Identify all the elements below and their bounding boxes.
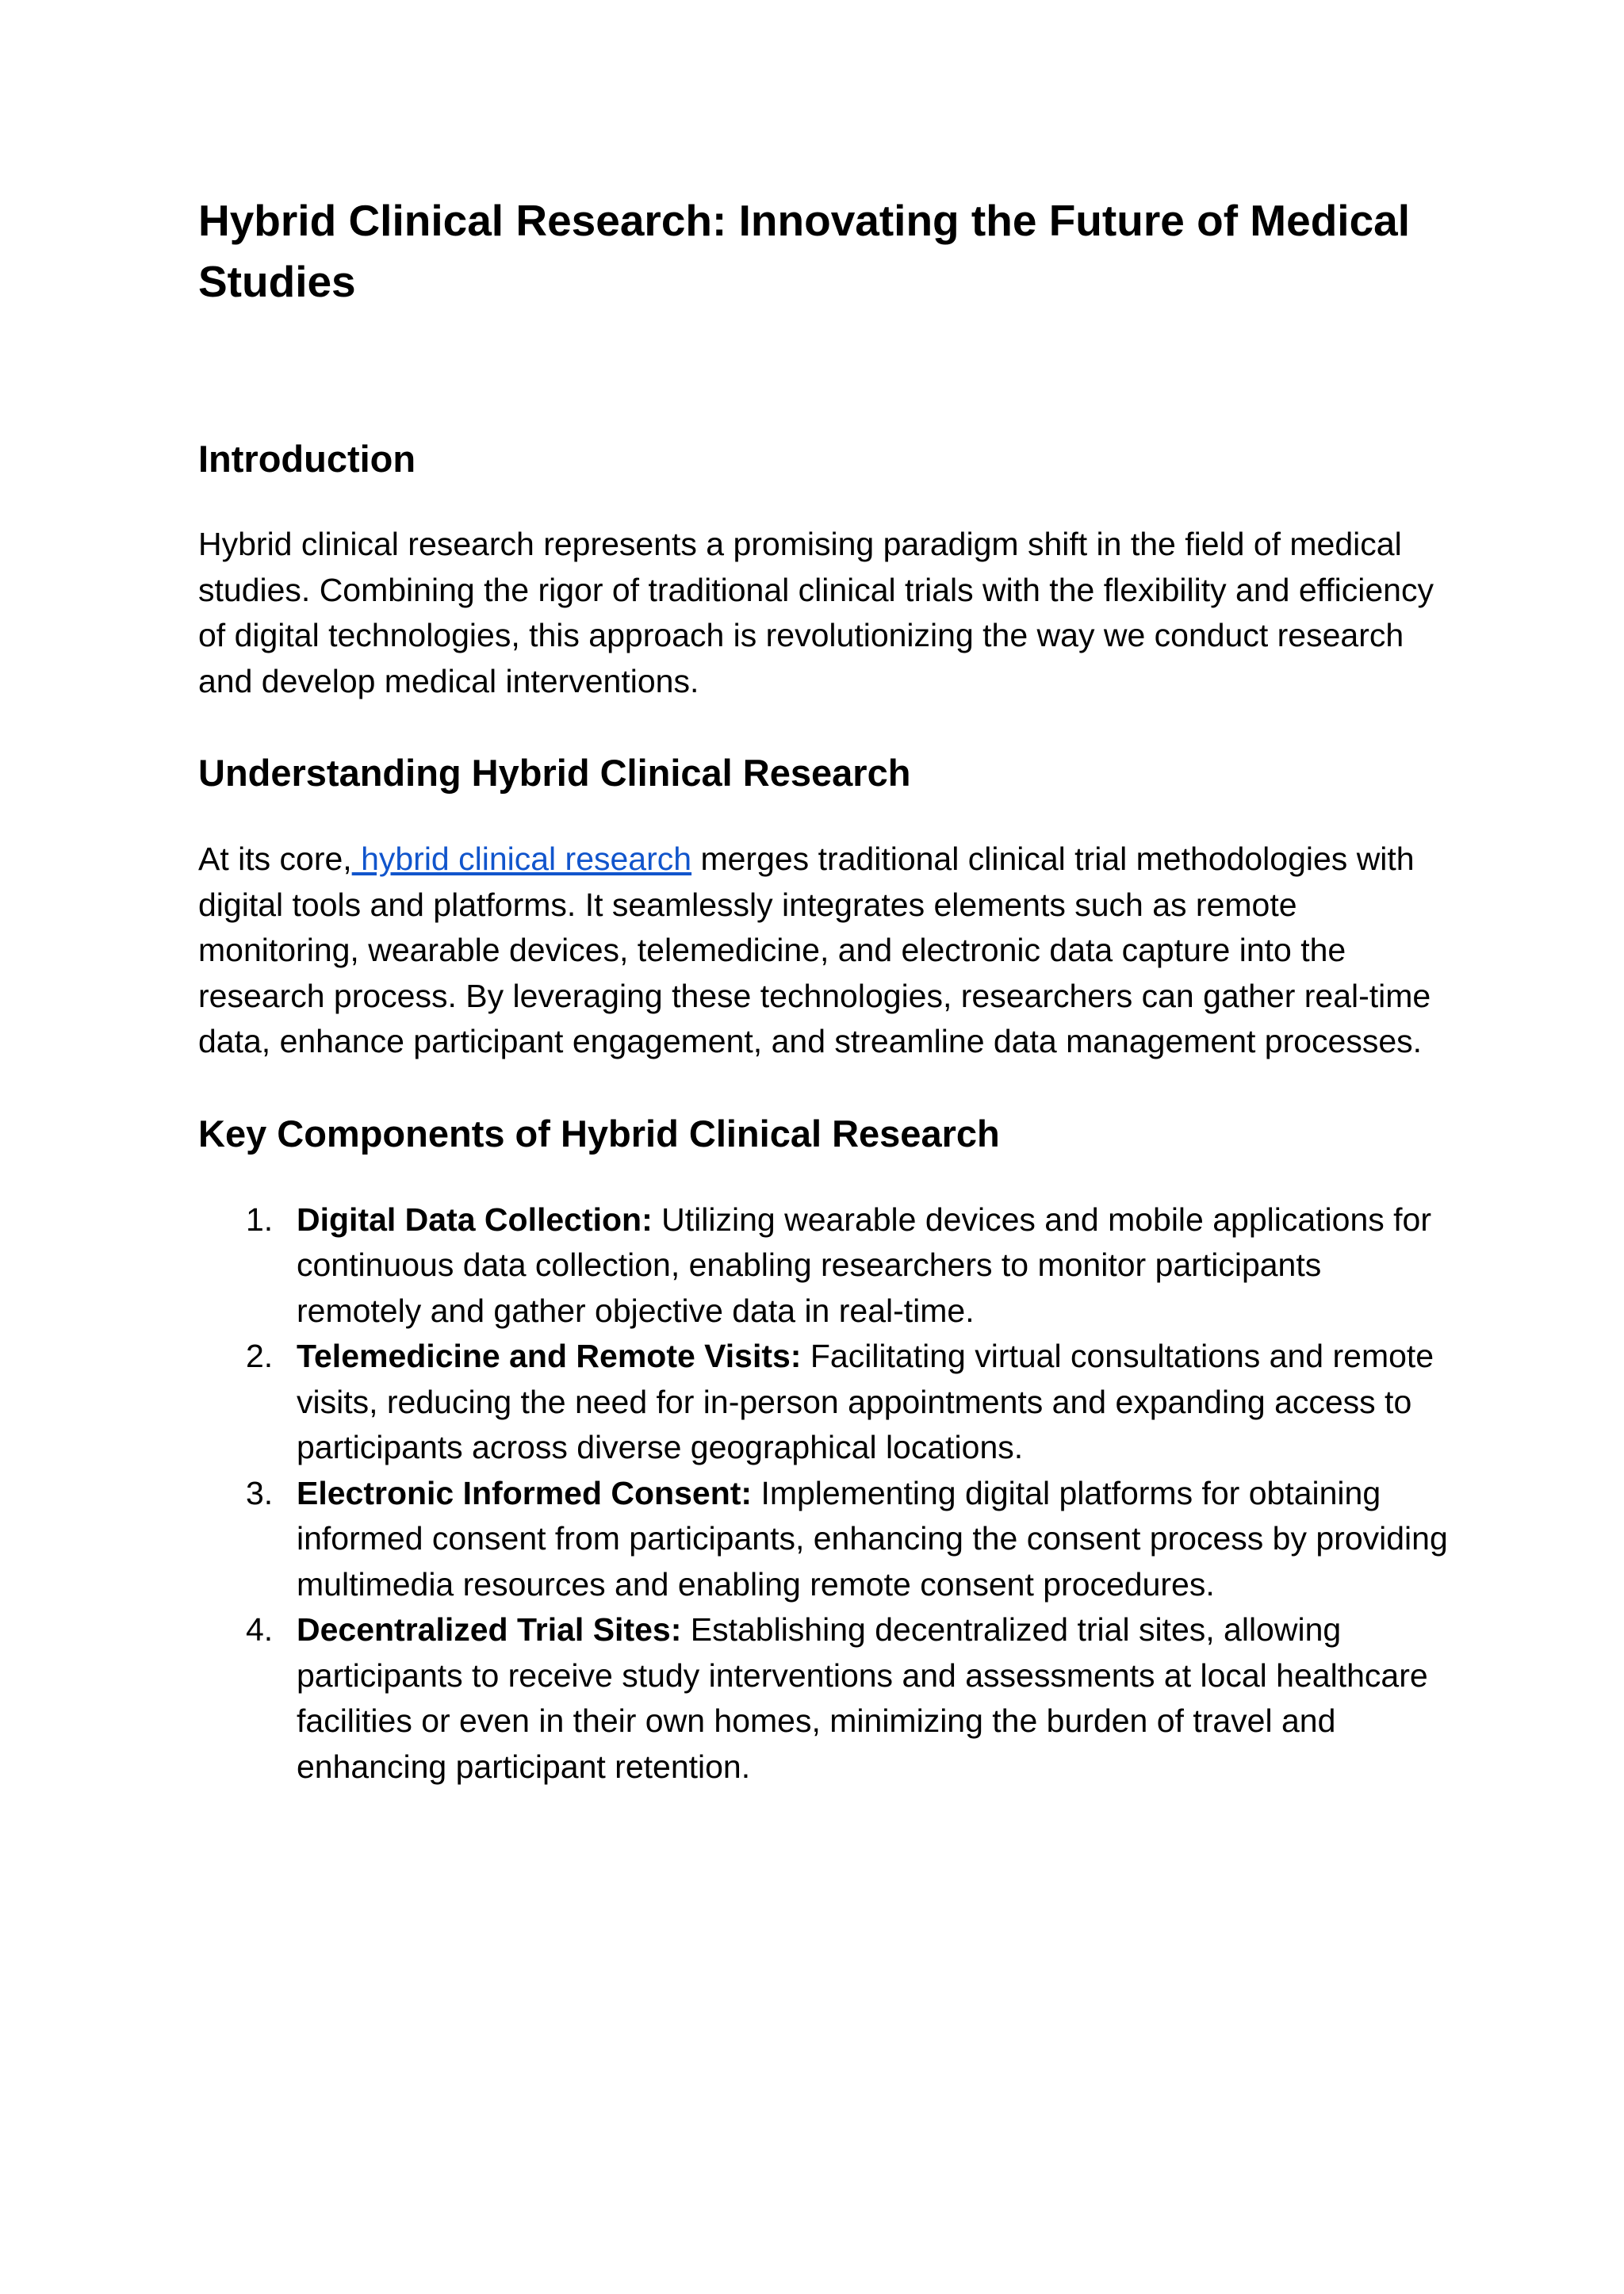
- page-title: Hybrid Clinical Research: Innovating the Future of Medical Studies: [198, 196, 1411, 306]
- list-item-text: Facilitating virtual consultations and remote visits, reducing the need for in-person appointments and expanding access to participants across diverse geographical locations.: [297, 1338, 1434, 1465]
- list-item-text: Establishing decentralized trial sites, allowing participants to receive study interventions and assessments at local healthcare facilities or even in their own homes, minimizing the burden of travel and enhancing participant retention.: [297, 1611, 1428, 1785]
- list-item: [198, 1471, 1451, 1608]
- list-item-term: Electronic Informed Consent:: [297, 1474, 753, 1511]
- list-item-number: 3.: [246, 1474, 274, 1511]
- list-item-term: Telemedicine and Remote Visits:: [297, 1338, 802, 1374]
- list-item-term: Digital Data Collection:: [297, 1201, 653, 1238]
- list-item: [198, 1607, 1451, 1790]
- list-item-text: Utilizing wearable devices and mobile applications for continuous data collection, enabling researchers to monitor participants remotely and gather objective data in real-time.: [297, 1201, 1432, 1329]
- list-item-number: 1.: [246, 1201, 274, 1238]
- list-item-number: 4.: [246, 1611, 274, 1648]
- understanding-text-before-link: At its core,: [198, 841, 352, 877]
- introduction-heading: Introduction: [198, 438, 416, 480]
- components-list: [198, 1197, 1451, 1790]
- understanding-text-after-link: merges traditional clinical trial methodologies with digital tools and platforms. It seamlessly integrates elements such as remote monitoring, wearable devices, telemedicine, and electronic data capture into the research process. By leveraging these technologies, researchers can gather real-time data, enhance participant engagement, and streamline data management processes.: [198, 841, 1431, 1059]
- document-page: [198, 190, 1451, 1790]
- understanding-paragraph: [198, 837, 1451, 1065]
- introduction-paragraph: Hybrid clinical research represents a promising paradigm shift in the field of medical studies. Combining the rigor of traditional clinical trials with the flexibility and efficiency of digital technologies, this approach is revolutionizing the way we conduct research and develop medical interventions.: [198, 526, 1434, 699]
- list-item-number: 2.: [246, 1338, 274, 1374]
- list-item-text: Implementing digital platforms for obtaining informed consent from participants, enhancing the consent process by providing multimedia resources and enabling remote consent procedures.: [297, 1474, 1448, 1603]
- hybrid-clinical-research-link[interactable]: hybrid clinical research: [351, 841, 692, 877]
- list-item: [198, 1334, 1451, 1471]
- components-heading: Key Components of Hybrid Clinical Research: [198, 1112, 1000, 1155]
- list-item-term: Decentralized Trial Sites:: [297, 1611, 682, 1648]
- list-item: [198, 1197, 1451, 1335]
- understanding-heading: Understanding Hybrid Clinical Research: [198, 752, 911, 794]
- title-block: [198, 190, 1451, 312]
